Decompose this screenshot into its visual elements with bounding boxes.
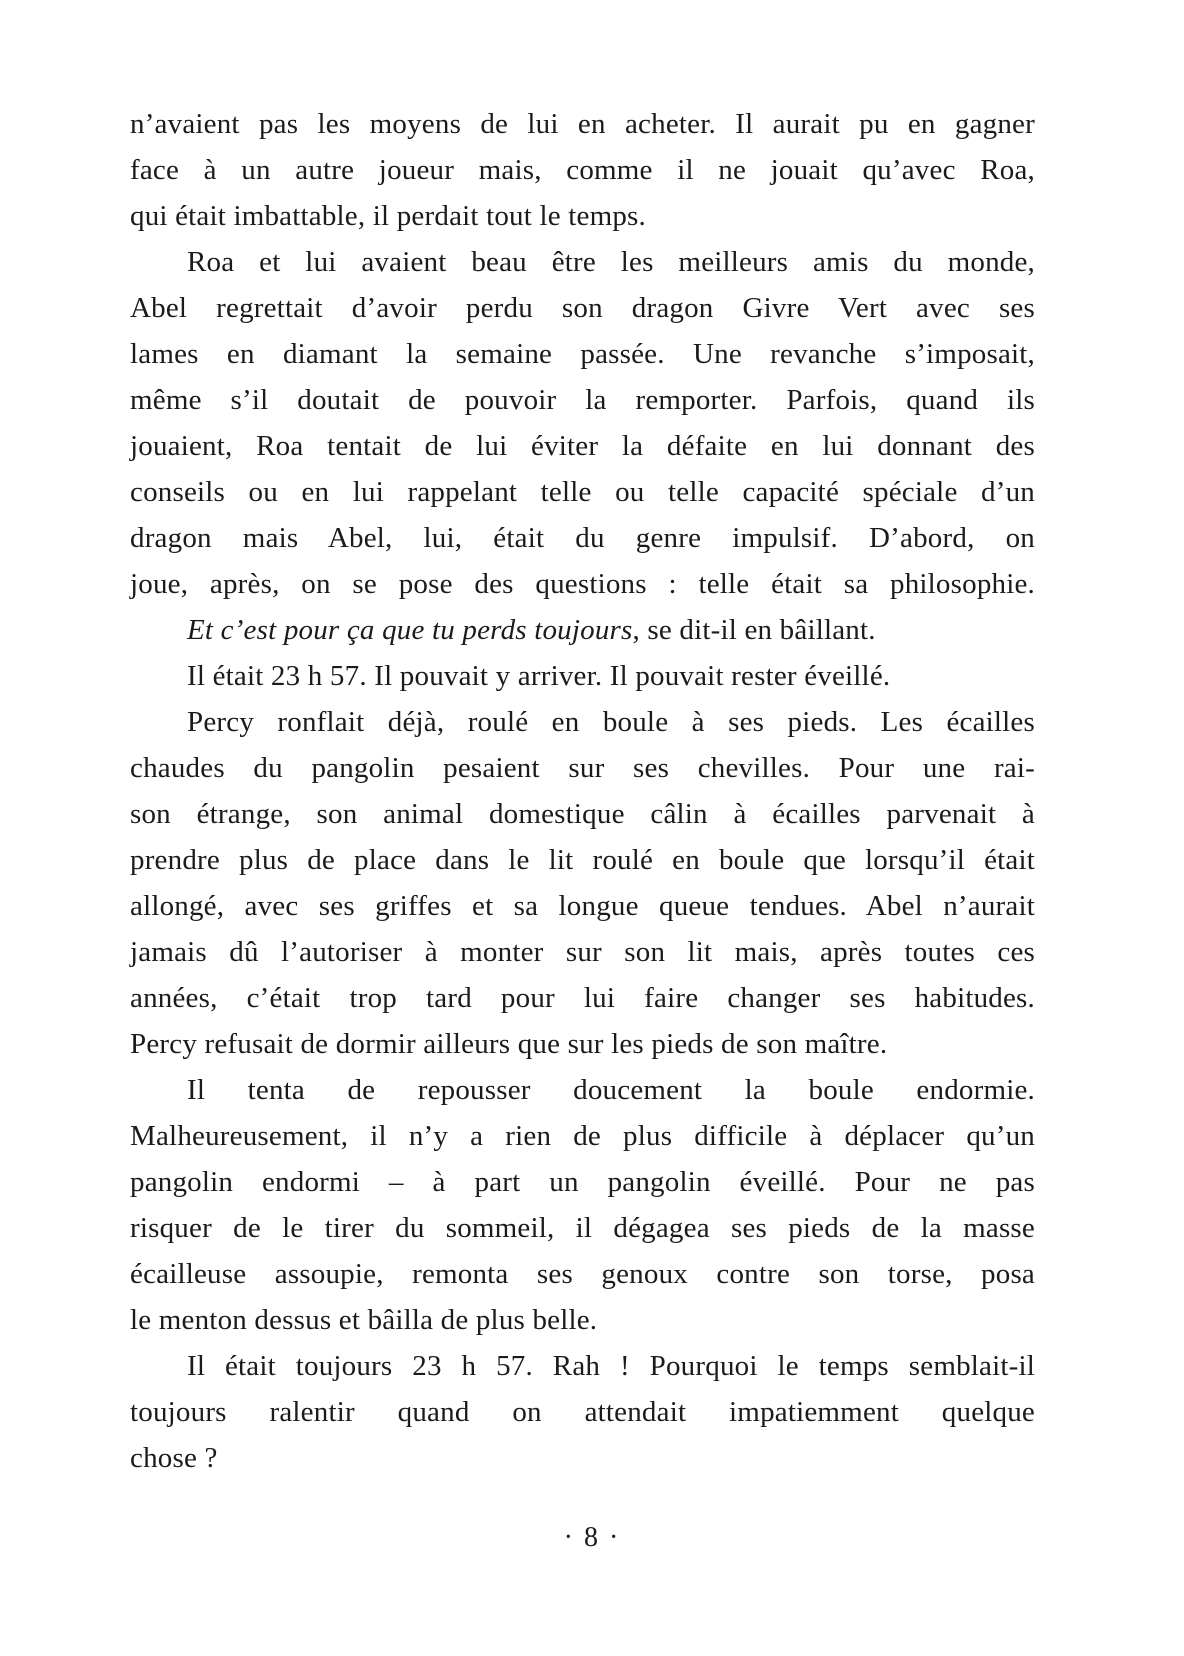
text-segment: Percy refusait de dormir ailleurs que sur les pieds de son maître. bbox=[130, 1028, 888, 1060]
text-line bbox=[130, 929, 1035, 975]
text-segment: Abel regrettait d’avoir perdu son dragon Givre Vert avec ses bbox=[130, 292, 1035, 324]
text-line bbox=[130, 1021, 1035, 1067]
text-line bbox=[130, 975, 1035, 1021]
text-segment: chaudes du pangolin pesaient sur ses chevilles. Pour une rai- bbox=[130, 752, 1035, 784]
text-line bbox=[130, 331, 1035, 377]
text-line bbox=[130, 791, 1035, 837]
text-segment: jouaient, Roa tentait de lui éviter la défaite en lui donnant des bbox=[130, 430, 1035, 462]
text-segment: dragon mais Abel, lui, était du genre impulsif. D’abord, on bbox=[130, 522, 1035, 554]
text-segment: conseils ou en lui rappelant telle ou telle capacité spéciale d’un bbox=[130, 476, 1035, 508]
text-segment: joue, après, on se pose des questions : telle était sa philosophie. bbox=[130, 568, 1035, 600]
text-line bbox=[130, 745, 1035, 791]
text-line bbox=[130, 147, 1035, 193]
text-segment: écailleuse assoupie, remonta ses genoux contre son torse, posa bbox=[130, 1258, 1035, 1290]
text-line bbox=[130, 1343, 1035, 1389]
text-line bbox=[130, 699, 1035, 745]
text-line bbox=[130, 285, 1035, 331]
text-line bbox=[130, 883, 1035, 929]
text-segment: risquer de le tirer du sommeil, il dégagea ses pieds de la masse bbox=[130, 1212, 1035, 1244]
text-line bbox=[130, 1251, 1035, 1297]
text-line bbox=[130, 423, 1035, 469]
text-segment: face à un autre joueur mais, comme il ne jouait qu’avec Roa, bbox=[130, 154, 1035, 186]
text-segment: prendre plus de place dans le lit roulé en boule que lorsqu’il était bbox=[130, 844, 1035, 876]
text-segment: Malheureusement, il n’y a rien de plus difficile à déplacer qu’un bbox=[130, 1120, 1035, 1152]
text-line bbox=[130, 515, 1035, 561]
text-line bbox=[130, 193, 1035, 239]
text-segment: n’avaient pas les moyens de lui en acheter. Il aurait pu en gagner bbox=[130, 108, 1035, 140]
text-segment: le menton dessus et bâilla de plus belle. bbox=[130, 1304, 598, 1336]
text-line bbox=[130, 607, 1035, 653]
text-segment: pangolin endormi – à part un pangolin éveillé. Pour ne pas bbox=[130, 1166, 1035, 1198]
text-line bbox=[130, 1297, 1035, 1343]
text-block bbox=[130, 101, 1035, 1481]
text-segment: Percy ronflait déjà, roulé en boule à ses pieds. Les écailles bbox=[187, 706, 1035, 738]
text-line bbox=[130, 561, 1035, 607]
text-line bbox=[130, 1389, 1035, 1435]
text-segment: Il tenta de repousser doucement la boule endormie. bbox=[187, 1074, 1035, 1106]
text-segment: années, c’était trop tard pour lui faire changer ses habitudes. bbox=[130, 982, 1035, 1014]
text-line bbox=[130, 1205, 1035, 1251]
text-segment: Il était toujours 23 h 57. Rah ! Pourquoi le temps semblait-il bbox=[187, 1350, 1035, 1382]
text-line bbox=[130, 837, 1035, 883]
text-segment: , se dit-il en bâillant. bbox=[632, 614, 876, 646]
text-segment: jamais dû l’autoriser à monter sur son lit mais, après toutes ces bbox=[130, 936, 1035, 968]
text-line bbox=[130, 101, 1035, 147]
text-line bbox=[130, 377, 1035, 423]
text-segment: même s’il doutait de pouvoir la remporter. Parfois, quand ils bbox=[130, 384, 1035, 416]
text-line bbox=[130, 1159, 1035, 1205]
text-segment: qui était imbattable, il perdait tout le temps. bbox=[130, 200, 646, 232]
text-line bbox=[130, 469, 1035, 515]
text-segment: chose ? bbox=[130, 1442, 218, 1474]
text-line bbox=[130, 653, 1035, 699]
italic-text-segment: Et c’est pour ça que tu perds toujours bbox=[187, 614, 633, 646]
text-line bbox=[130, 1067, 1035, 1113]
text-segment: son étrange, son animal domestique câlin à écailles parvenait à bbox=[130, 798, 1035, 830]
page-number: · 8 · bbox=[563, 1522, 621, 1553]
text-segment: Roa et lui avaient beau être les meilleurs amis du monde, bbox=[187, 246, 1035, 278]
text-segment: allongé, avec ses griffes et sa longue queue tendues. Abel n’aurait bbox=[130, 890, 1035, 922]
text-line bbox=[130, 239, 1035, 285]
text-line bbox=[130, 1435, 1035, 1481]
text-segment: Il était 23 h 57. Il pouvait y arriver. Il pouvait rester éveillé. bbox=[187, 660, 891, 692]
text-segment: lames en diamant la semaine passée. Une revanche s’imposait, bbox=[130, 338, 1035, 370]
text-segment: toujours ralentir quand on attendait impatiemment quelque bbox=[130, 1396, 1035, 1428]
text-line bbox=[130, 1113, 1035, 1159]
